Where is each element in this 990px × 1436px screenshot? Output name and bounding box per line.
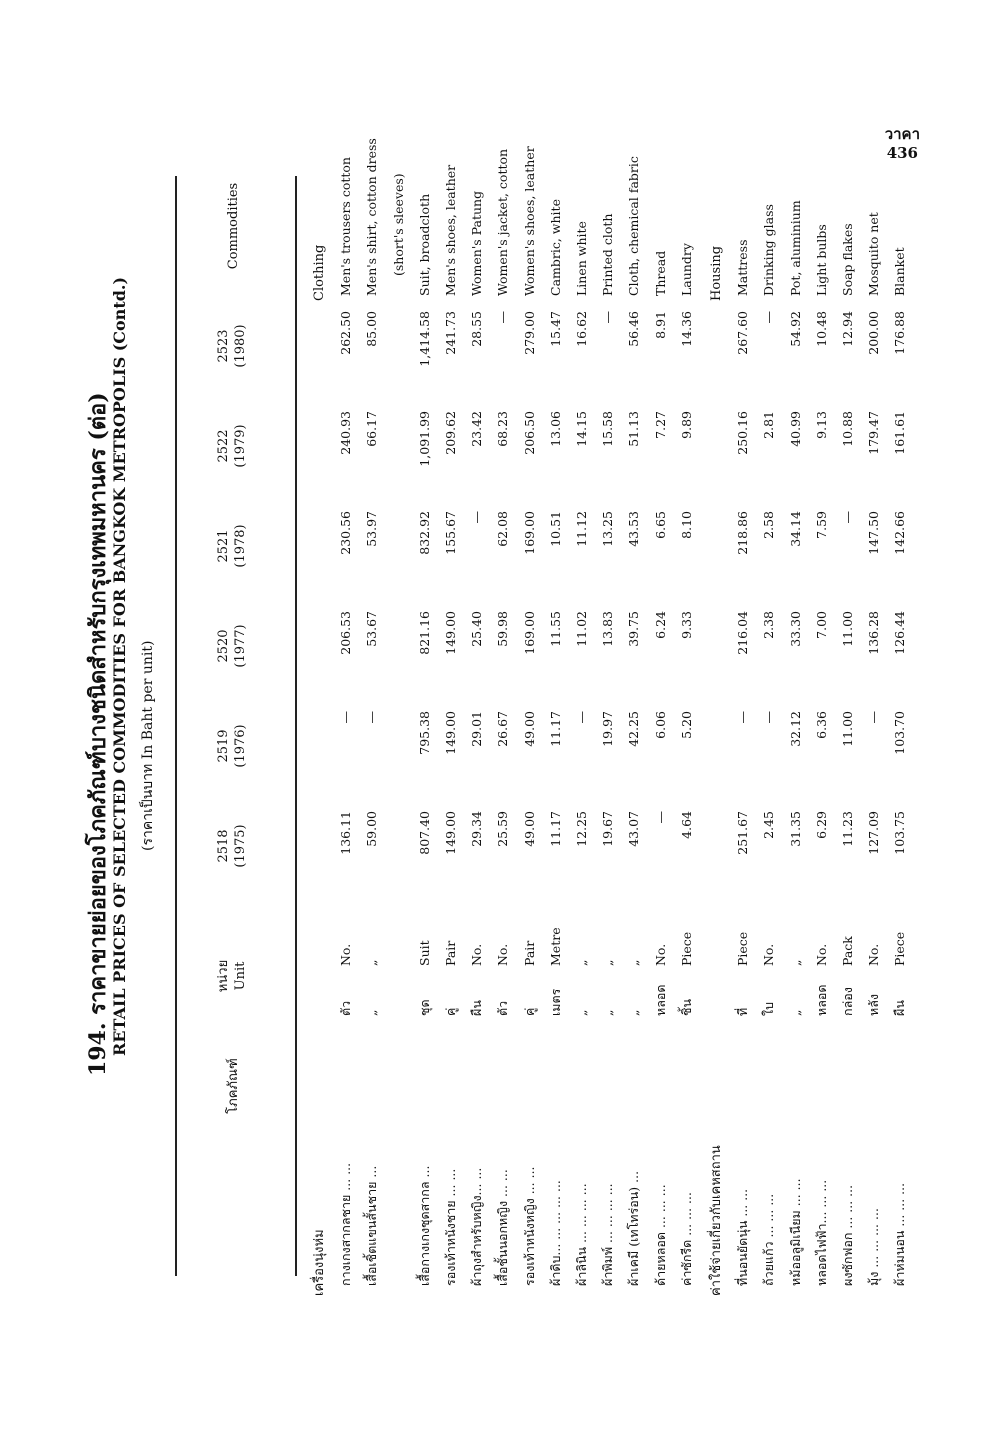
commodity-thai: เสื้อกางเกงชุดสากล ...	[416, 1165, 432, 1286]
year-header	[215, 306, 249, 386]
year-header	[215, 606, 249, 686]
price-cell: 161.61	[892, 411, 908, 455]
commodity-eng: Men's shirt, cotton dress	[364, 138, 380, 296]
header-commodity-thai: โภคภัณฑ์	[226, 1058, 241, 1114]
unit-thai: กล่อง	[840, 987, 855, 1016]
year-be: 2519	[216, 729, 231, 763]
unit-thai: „	[787, 1009, 803, 1016]
year-ce: (1975)	[233, 824, 248, 868]
price-cell: —	[469, 511, 485, 524]
commodity-thai: ผ้าดิบ... ... ... ... ...	[547, 1180, 563, 1286]
commodity-eng: Men's trousers cotton	[338, 157, 354, 296]
commodity-thai: ผ้าลินิน ... ... ... ...	[574, 1183, 589, 1286]
price-cell: 16.62	[574, 311, 589, 347]
price-cell: 251.67	[735, 811, 751, 855]
price-cell: 206.53	[338, 611, 354, 655]
unit-eng: No.	[761, 943, 777, 966]
commodity-thai: เสื้อชั้นนอกหญิง ... ...	[495, 1169, 511, 1286]
year-be: 2518	[216, 829, 231, 863]
price-cell: —	[495, 311, 511, 324]
price-cell: 10.48	[813, 311, 829, 347]
commodity-eng: Linen white	[574, 221, 589, 296]
commodity-eng: Blanket	[892, 247, 908, 296]
unit-eng: „	[574, 959, 589, 966]
year-ce: (1978)	[233, 524, 248, 568]
price-cell: 33.30	[787, 611, 803, 647]
unit-eng: Pack	[840, 936, 855, 966]
price-cell: 155.67	[443, 511, 458, 555]
price-cell: 206.50	[521, 411, 537, 455]
commodity-thai: ผ้าเคมี (เทโทร่อน) ...	[626, 1170, 642, 1286]
unit-eng: Pair	[443, 940, 458, 966]
price-cell: 216.04	[735, 611, 751, 655]
commodity-thai: ผ้าถุงสำหรับหญิง... ...	[469, 1167, 485, 1286]
commodity-eng: Suit, broadcloth	[416, 193, 432, 296]
price-cell: 13.83	[600, 611, 616, 647]
unit-thai: ชุด	[416, 999, 432, 1016]
commodity-thai: ผงซักฟอก ... ... ...	[840, 1184, 855, 1286]
commodity-eng: Soap flakes	[840, 223, 855, 296]
price-cell: 136.28	[866, 611, 882, 655]
unit-eng: No.	[495, 943, 511, 966]
commodity-thai: ผ้าพิมพ์ ... ... ... ...	[600, 1183, 616, 1286]
price-cell: 2.38	[761, 611, 777, 639]
price-cell: 85.00	[364, 311, 380, 347]
price-cell: 62.08	[495, 511, 511, 547]
price-cell: 136.11	[338, 811, 354, 855]
commodity-eng: Mosquito net	[866, 212, 882, 296]
price-cell: 200.00	[866, 311, 882, 355]
price-cell: 10.88	[840, 411, 855, 447]
price-cell: —	[735, 711, 751, 724]
unit-eng: No.	[813, 943, 829, 966]
commodity-thai: เสื้อเชิ้ตแขนสั้นชาย ...	[364, 1165, 380, 1286]
price-cell: —	[574, 711, 589, 724]
price-cell: —	[338, 711, 354, 724]
unit-eng: „	[787, 959, 803, 966]
commodity-eng: Drinking glass	[761, 204, 777, 296]
price-cell: 279.00	[521, 311, 537, 355]
price-cell: 807.40	[416, 811, 432, 855]
price-cell: 11.17	[547, 811, 563, 847]
price-cell: 795.38	[416, 711, 432, 755]
year-header	[215, 406, 249, 486]
price-cell: 54.92	[787, 311, 803, 347]
price-cell: 28.55	[469, 311, 485, 347]
commodity-thai: ที่นอนยัดนุ่น ... ...	[735, 1188, 751, 1286]
commodity-thai: กางเกงสากลชาย ... ...	[338, 1162, 354, 1286]
price-cell: 15.47	[547, 311, 563, 347]
year-ce: (1977)	[233, 624, 248, 668]
price-cell: 209.62	[443, 411, 458, 455]
unit-thai: ผืน	[469, 1000, 485, 1016]
price-cell: 127.09	[866, 811, 882, 855]
price-cell: —	[600, 311, 616, 324]
page-number: 436	[886, 144, 918, 162]
price-cell: 7.59	[813, 511, 829, 539]
page-number-thai: วาคา	[884, 125, 920, 143]
price-cell: 1,091.99	[416, 411, 432, 467]
price-cell: 66.17	[364, 411, 380, 447]
price-cell: 13.06	[547, 411, 563, 447]
price-cell: 49.00	[521, 711, 537, 747]
price-cell: 149.00	[443, 811, 458, 855]
unit-thai: คู่	[521, 1007, 537, 1016]
unit-thai: หลัง	[866, 993, 882, 1016]
price-cell: 25.40	[469, 611, 485, 647]
price-cell: 7.27	[652, 411, 668, 439]
year-be: 2520	[216, 629, 231, 663]
unit-eng: Suit	[416, 940, 432, 966]
commodity-eng: Pot, aluminium	[787, 200, 803, 296]
price-cell: 15.58	[600, 411, 616, 447]
price-cell: 29.01	[469, 711, 485, 747]
unit-thai: หลอด	[652, 984, 668, 1016]
price-cell: 179.47	[866, 411, 882, 455]
commodity-thai: ด้ายหลอด ... ... ...	[652, 1184, 668, 1286]
price-cell: 9.89	[678, 411, 694, 439]
price-cell: 59.98	[495, 611, 511, 647]
header-commodities: Commodities	[226, 182, 241, 270]
table-title-thai: 194. ราคาขายย่อยของโภคภัณฑ์บางชนิดสำหรับกรุงเทพมหานคร (ต่อ)	[85, 392, 111, 1076]
year-header	[215, 506, 249, 586]
price-cell: 8.10	[678, 511, 694, 539]
price-cell: 832.92	[416, 511, 432, 555]
table-unit-note: (ราคาเป็นบาท In Baht per unit)	[140, 640, 156, 851]
price-cell: 68.23	[495, 411, 511, 447]
commodity-eng: Women's shoes, leather	[521, 146, 537, 296]
price-cell: 31.35	[787, 811, 803, 847]
commodity-thai: ถ้วยแก้ว ... ... ...	[761, 1193, 777, 1286]
price-cell: 5.20	[678, 711, 694, 739]
unit-thai: ที่	[735, 1007, 751, 1016]
unit-thai: „	[364, 1009, 380, 1016]
price-cell: 12.25	[574, 811, 589, 847]
header-unit	[215, 936, 249, 1016]
price-cell: 11.12	[574, 511, 589, 547]
unit-eng: Metre	[547, 927, 563, 966]
price-cell: 1,414.58	[416, 311, 432, 367]
price-cell: 11.00	[840, 611, 855, 647]
commodity-thai: ผ้าห่มนอน ... ... ...	[892, 1182, 908, 1286]
unit-thai: „	[600, 1009, 616, 1016]
unit-eng: No.	[338, 943, 354, 966]
price-cell: 59.00	[364, 811, 380, 847]
price-cell: 6.29	[813, 811, 829, 839]
commodity-thai: หม้ออลูมิเนียม ... ...	[787, 1178, 803, 1286]
price-cell: 29.34	[469, 811, 485, 847]
commodity-eng: Printed cloth	[600, 213, 616, 296]
commodity-eng: Mattress	[735, 239, 751, 296]
section-heading-eng: Clothing	[312, 244, 327, 301]
price-cell: —	[652, 811, 668, 824]
year-ce: (1979)	[233, 424, 248, 468]
price-cell: 7.00	[813, 611, 829, 639]
price-cell: 14.15	[574, 411, 589, 447]
price-cell: 241.73	[443, 311, 458, 355]
price-cell: 149.00	[443, 611, 458, 655]
commodity-eng: Light bulbs	[813, 224, 829, 296]
price-cell: 250.16	[735, 411, 751, 455]
price-cell: —	[761, 711, 777, 724]
unit-thai: ใบ	[761, 1001, 777, 1016]
section-heading-thai: ค่าใช้จ่ายเกี่ยวกับเคหสถาน	[709, 1145, 724, 1296]
price-cell: 51.13	[626, 411, 642, 447]
price-cell: —	[866, 711, 882, 724]
price-cell: 6.24	[652, 611, 668, 639]
year-header	[215, 706, 249, 786]
price-cell: 262.50	[338, 311, 354, 355]
price-cell: 149.00	[443, 711, 458, 755]
price-cell: 9.33	[678, 611, 694, 639]
unit-eng: Pair	[521, 940, 537, 966]
year-ce: (1976)	[233, 724, 248, 768]
price-cell: 53.67	[364, 611, 380, 647]
price-cell: 126.44	[892, 611, 908, 655]
commodity-thai: ค่าซักรีด ... ... ...	[678, 1192, 694, 1286]
unit-thai: ชิ้น	[678, 998, 694, 1016]
year-be: 2523	[216, 329, 231, 363]
commodity-eng: Women's jacket, cotton	[495, 148, 511, 296]
price-cell: 42.25	[626, 711, 642, 747]
commodity-eng: Women's Patung	[469, 190, 485, 296]
price-cell: 2.58	[761, 511, 777, 539]
price-cell: 14.36	[678, 311, 694, 347]
price-cell: 53.97	[364, 511, 380, 547]
price-cell: —	[364, 711, 380, 724]
price-cell: 103.75	[892, 811, 908, 855]
price-cell: 43.07	[626, 811, 642, 847]
price-cell: 267.60	[735, 311, 751, 355]
unit-thai: เมตร	[547, 988, 563, 1016]
unit-eng: No.	[652, 943, 668, 966]
year-be: 2521	[216, 529, 231, 563]
price-cell: 6.65	[652, 511, 668, 539]
price-cell: —	[840, 511, 855, 524]
table-title-english: RETAIL PRICES OF SELECTED COMMODITIES FOR BANGKOK METROPOLIS (Contd.)	[110, 276, 129, 1056]
price-cell: 230.56	[338, 511, 354, 555]
price-cell: 4.64	[678, 811, 694, 839]
commodity-eng: Laundry	[678, 243, 694, 296]
commodity-eng: Cambric, white	[547, 199, 563, 296]
section-heading-eng: Housing	[709, 245, 724, 301]
unit-thai: „	[574, 1009, 589, 1016]
unit-thai: ผืน	[892, 1000, 908, 1016]
unit-eng: „	[626, 959, 642, 966]
price-cell: 25.59	[495, 811, 511, 847]
unit-eng: Piece	[678, 931, 694, 966]
unit-eng: Piece	[892, 931, 908, 966]
unit-thai: คู่	[443, 1007, 458, 1016]
price-cell: 11.55	[547, 611, 563, 647]
commodity-thai: หลอดไฟฟ้า... ... ...	[813, 1179, 829, 1286]
unit-eng: No.	[469, 943, 485, 966]
unit-eng: Piece	[735, 931, 751, 966]
price-cell: 12.94	[840, 311, 855, 347]
header-unit-eng: Unit	[233, 961, 248, 991]
price-cell: 176.88	[892, 311, 908, 355]
unit-thai: ตัว	[495, 1000, 511, 1016]
price-cell: 218.86	[735, 511, 751, 555]
price-cell: 19.67	[600, 811, 616, 847]
unit-eng: No.	[866, 943, 882, 966]
unit-eng: „	[364, 959, 380, 966]
year-header	[215, 806, 249, 886]
price-cell: 13.25	[600, 511, 616, 547]
price-cell: 56.46	[626, 311, 642, 347]
commodity-thai: มุ้ง ... ... ... ...	[866, 1208, 882, 1286]
price-cell: 11.02	[574, 611, 589, 647]
commodity-eng: Thread	[652, 250, 668, 296]
price-cell: 169.00	[521, 511, 537, 555]
price-cell: 147.50	[866, 511, 882, 555]
price-cell: 169.00	[521, 611, 537, 655]
unit-thai: „	[626, 1009, 642, 1016]
commodity-thai: รองเท้าหนังชาย ... ...	[443, 1168, 458, 1286]
price-cell: 10.51	[547, 511, 563, 547]
price-cell: 8.91	[652, 311, 668, 339]
commodity-eng: Cloth, chemical fabric	[626, 156, 642, 296]
price-cell: 11.00	[840, 711, 855, 747]
price-cell: 6.36	[813, 711, 829, 739]
year-ce: (1980)	[233, 324, 248, 368]
price-cell: 39.75	[626, 611, 642, 647]
section-heading-thai: เครื่องนุ่งห่ม	[312, 1229, 327, 1296]
unit-eng: „	[600, 959, 616, 966]
price-cell: 43.53	[626, 511, 642, 547]
price-cell: 11.17	[547, 711, 563, 747]
price-cell: 19.97	[600, 711, 616, 747]
price-cell: 32.12	[787, 711, 803, 747]
price-cell: 26.67	[495, 711, 511, 747]
price-cell: 103.70	[892, 711, 908, 755]
commodity-thai: รองเท้าหนังหญิง ... ...	[521, 1166, 537, 1286]
price-cell: 9.13	[813, 411, 829, 439]
header-unit-thai: หน่วย	[216, 959, 231, 993]
price-cell: 142.66	[892, 511, 908, 555]
unit-thai: หลอด	[813, 984, 829, 1016]
top-rule	[175, 176, 177, 1276]
price-cell: 49.00	[521, 811, 537, 847]
price-cell: 821.16	[416, 611, 432, 655]
commodity-eng-cont: (short's sleeves)	[390, 173, 406, 276]
price-cell: 11.23	[840, 811, 855, 847]
header-rule	[295, 176, 297, 1276]
price-cell: 40.99	[787, 411, 803, 447]
unit-thai: ตัว	[338, 1000, 354, 1016]
year-be: 2522	[216, 429, 231, 463]
commodity-eng: Men's shoes, leather	[443, 164, 458, 296]
price-cell: 2.81	[761, 411, 777, 439]
price-cell: 34.14	[787, 511, 803, 547]
price-cell: —	[761, 311, 777, 324]
price-cell: 6.06	[652, 711, 668, 739]
price-cell: 240.93	[338, 411, 354, 455]
price-cell: 2.45	[761, 811, 777, 839]
price-cell: 23.42	[469, 411, 485, 447]
